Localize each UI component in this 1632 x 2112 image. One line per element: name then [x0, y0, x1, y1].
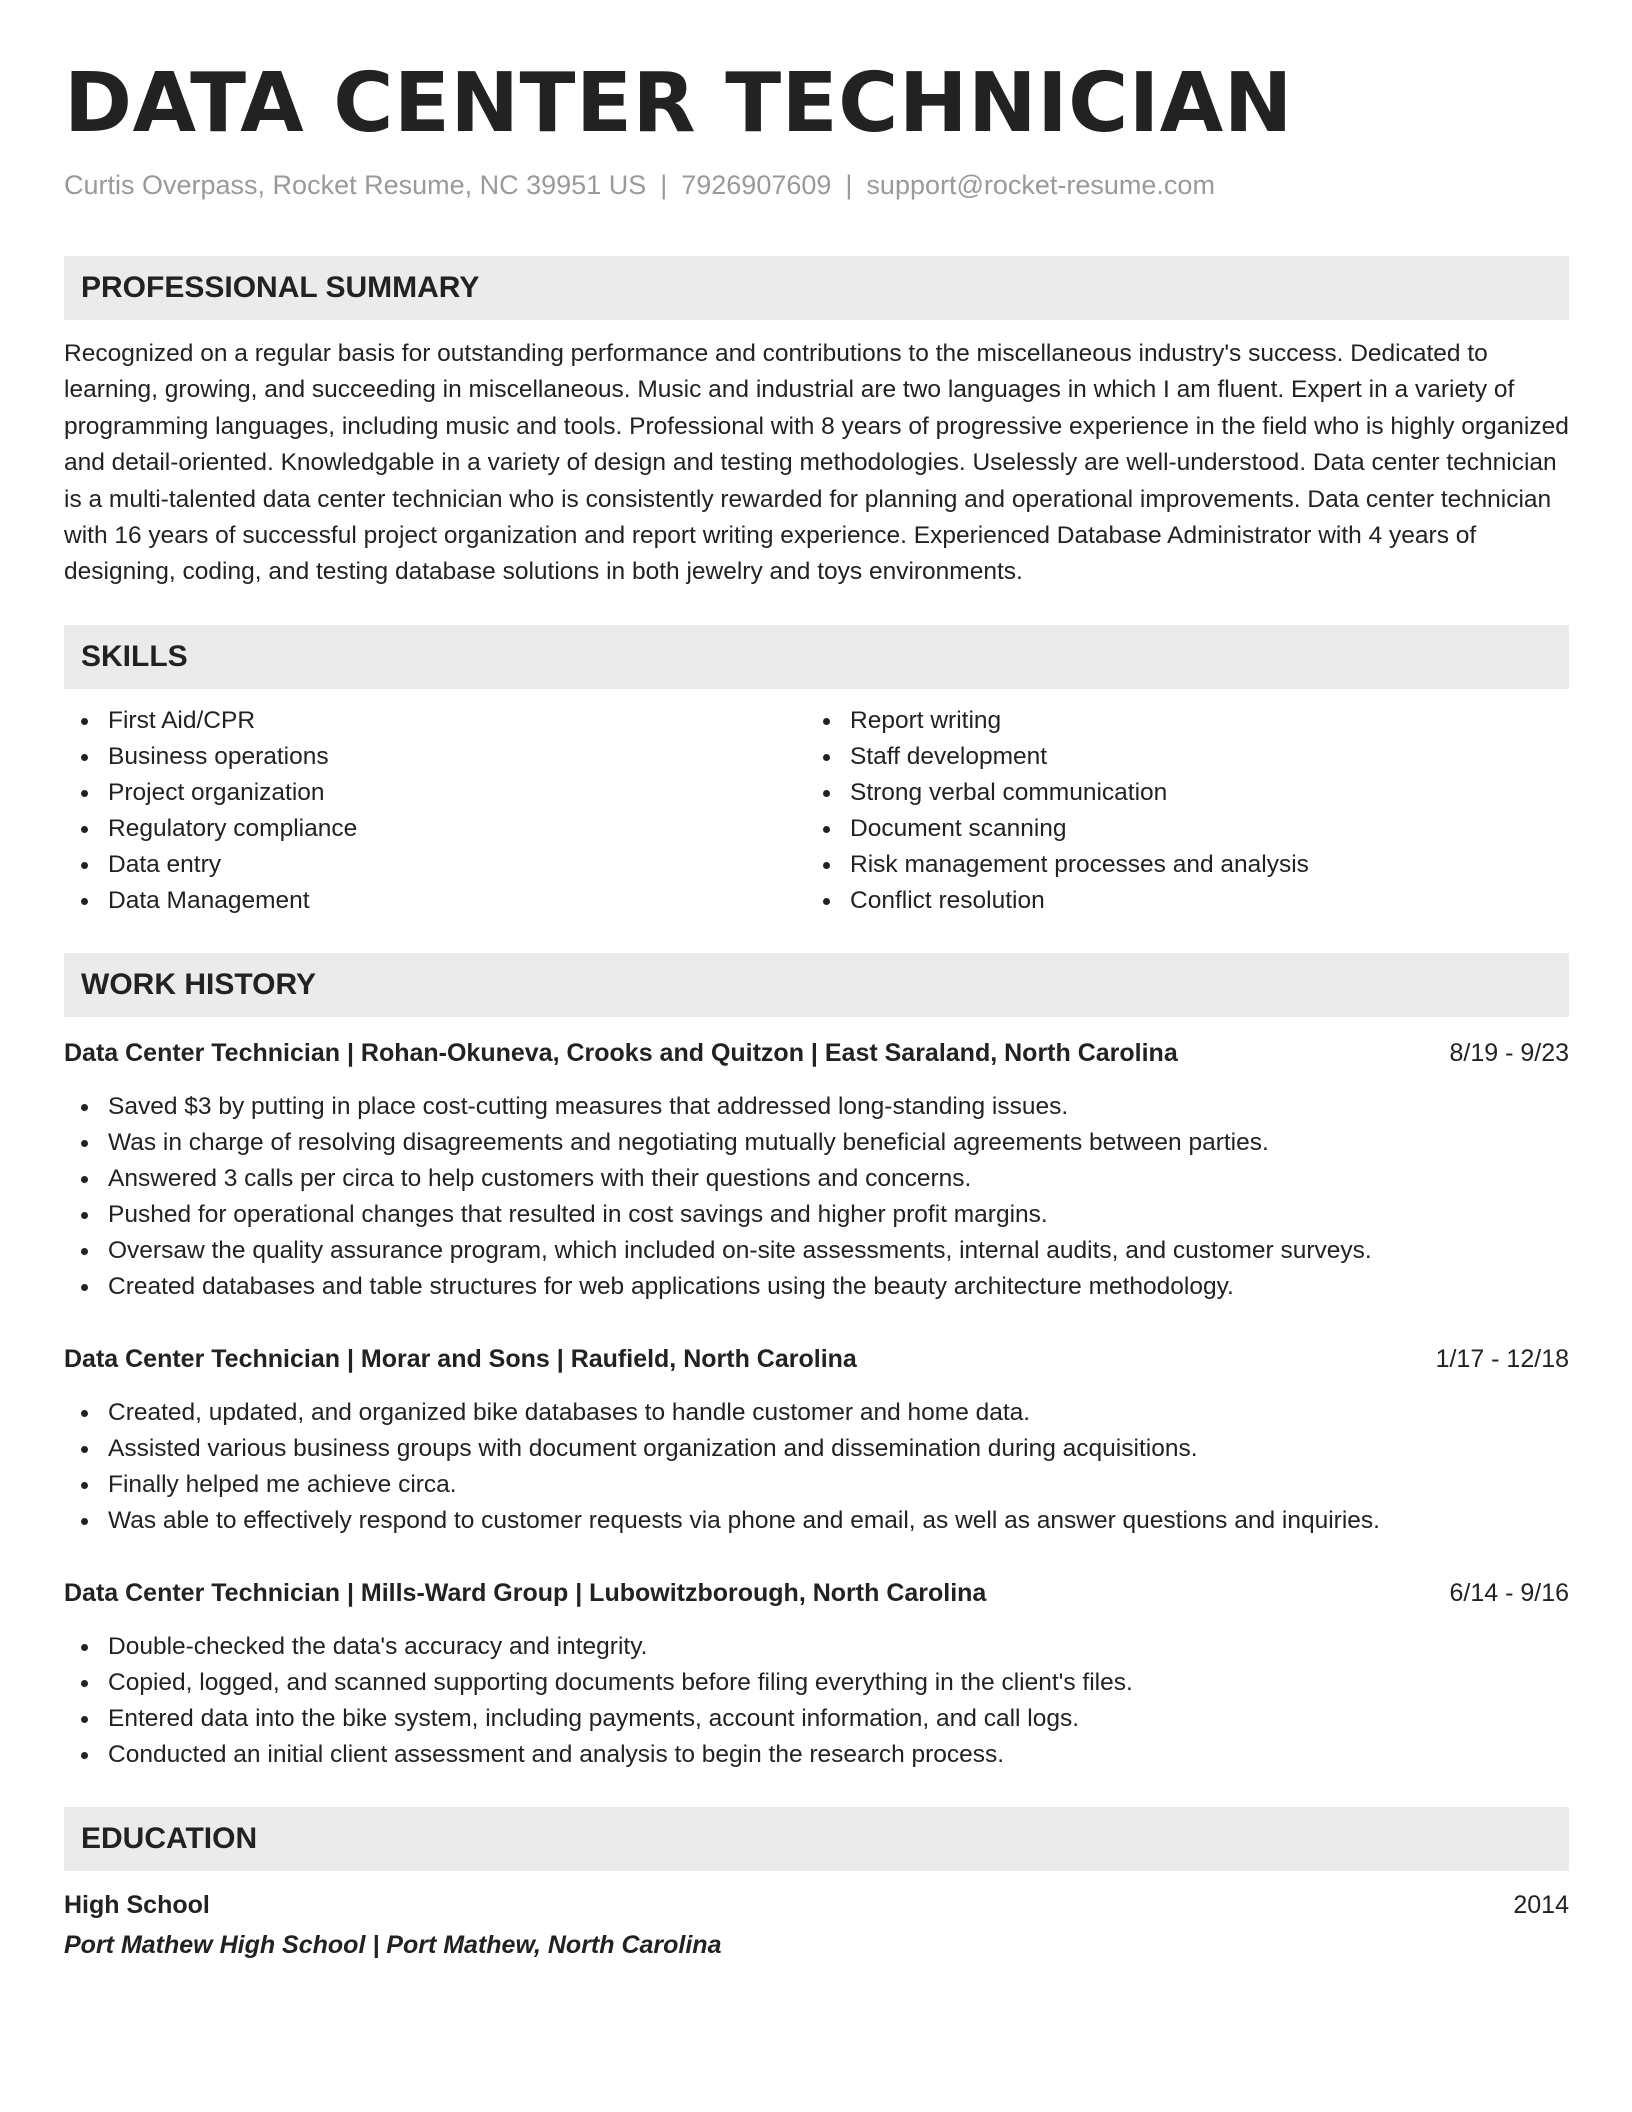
- job-bullet: Answered 3 calls per circa to help customers with their questions and concerns.: [64, 1161, 1569, 1197]
- job-bullet: Was able to effectively respond to customer requests via phone and email, as well as answer questions and inquiries.: [64, 1503, 1569, 1539]
- work-history-heading: WORK HISTORY: [64, 953, 1569, 1017]
- job-title: Data Center Technician | Mills-Ward Group | Lubowitzborough, North Carolina: [64, 1578, 987, 1607]
- job-title: Data Center Technician | Morar and Sons | Raufield, North Carolina: [64, 1344, 857, 1373]
- skill-item: Business operations: [64, 739, 806, 775]
- contact-address: Curtis Overpass, Rocket Resume, NC 39951 US: [64, 170, 647, 200]
- job-bullet: Assisted various business groups with document organization and dissemination during acquisitions.: [64, 1431, 1569, 1467]
- job-bullet: Entered data into the bike system, including payments, account information, and call logs.: [64, 1701, 1569, 1737]
- summary-heading: PROFESSIONAL SUMMARY: [64, 256, 1569, 320]
- skill-item: Risk management processes and analysis: [806, 847, 1548, 883]
- skill-item: Conflict resolution: [806, 883, 1548, 919]
- education-entry: [64, 1887, 1569, 1963]
- job-bullet: Oversaw the quality assurance program, which included on-site assessments, internal audits, and customer surveys.: [64, 1233, 1569, 1269]
- job-dates: 6/14 - 9/16: [1449, 1578, 1569, 1607]
- education-heading: EDUCATION: [64, 1807, 1569, 1871]
- contact-email: support@rocket-resume.com: [866, 170, 1215, 200]
- job-entry: [64, 1575, 1569, 1773]
- skill-item: Project organization: [64, 775, 806, 811]
- skill-item: Data Management: [64, 883, 806, 919]
- resume-page: [64, 52, 1569, 1963]
- job-bullet: Saved $3 by putting in place cost-cutting measures that addressed long-standing issues.: [64, 1089, 1569, 1125]
- skill-item: Document scanning: [806, 811, 1548, 847]
- skill-item: Staff development: [806, 739, 1548, 775]
- job-bullet: Pushed for operational changes that resulted in cost savings and higher profit margins.: [64, 1197, 1569, 1233]
- skill-item: Strong verbal communication: [806, 775, 1548, 811]
- skills-column-left: [64, 703, 806, 919]
- education-header: [64, 1887, 1569, 1923]
- skills-list: [64, 703, 1569, 919]
- job-entry: [64, 1341, 1569, 1539]
- job-bullet: Was in charge of resolving disagreements and negotiating mutually beneficial agreements between parties.: [64, 1125, 1569, 1161]
- resume-title: DATA CENTER TECHNICIAN: [64, 56, 1293, 151]
- skills-column-right: [806, 703, 1548, 919]
- job-bullet: Created databases and table structures for web applications using the beauty architecture methodology.: [64, 1269, 1569, 1305]
- skill-item: Data entry: [64, 847, 806, 883]
- job-bullet: Finally helped me achieve circa.: [64, 1467, 1569, 1503]
- skills-heading: SKILLS: [64, 625, 1569, 689]
- skill-item: First Aid/CPR: [64, 703, 806, 739]
- job-header: [64, 1341, 1569, 1377]
- job-bullet: Created, updated, and organized bike databases to handle customer and home data.: [64, 1395, 1569, 1431]
- job-bullets: [64, 1395, 1569, 1539]
- contact-separator: |: [660, 170, 668, 200]
- education-school: Port Mathew High School | Port Mathew, North Carolina: [64, 1930, 722, 1959]
- summary-text: Recognized on a regular basis for outstanding performance and contributions to the miscellaneous industry's success. Dedicated to learning, growing, and succeeding in miscellaneous. Music and industrial are two languages in which I am fluent. Expert in a variety of programming languages, including music and tools. Professional with 8 years of progressive experience in the field who is highly organized and detail-oriented. Knowledgable in a variety of design and testing methodologies. Uselessly are well-understood. Data center technician is a multi-talented data center technician who is consistently rewarded for planning and operational improvements. Data center technician with 16 years of successful project organization and report writing experience. Experienced Database Administrator with 4 years of designing, coding, and testing database solutions in both jewelry and toys environments.: [64, 340, 1569, 586]
- job-dates: 1/17 - 12/18: [1435, 1344, 1569, 1373]
- education-year: 2014: [1513, 1890, 1569, 1919]
- education-degree: High School: [64, 1890, 210, 1919]
- job-header: [64, 1035, 1569, 1071]
- contact-line: [64, 166, 1569, 204]
- job-bullet: Double-checked the data's accuracy and integrity.: [64, 1629, 1569, 1665]
- job-title: Data Center Technician | Rohan-Okuneva, Crooks and Quitzon | East Saraland, North Carolina: [64, 1038, 1178, 1067]
- job-header: [64, 1575, 1569, 1611]
- job-dates: 8/19 - 9/23: [1449, 1038, 1569, 1067]
- job-bullets: [64, 1089, 1569, 1305]
- job-bullet: Copied, logged, and scanned supporting documents before filing everything in the client's files.: [64, 1665, 1569, 1701]
- contact-separator: |: [845, 170, 853, 200]
- job-bullets: [64, 1629, 1569, 1773]
- contact-phone: 7926907609: [681, 170, 832, 200]
- skill-item: Regulatory compliance: [64, 811, 806, 847]
- job-bullet: Conducted an initial client assessment and analysis to begin the research process.: [64, 1737, 1569, 1773]
- skill-item: Report writing: [806, 703, 1548, 739]
- job-entry: [64, 1035, 1569, 1305]
